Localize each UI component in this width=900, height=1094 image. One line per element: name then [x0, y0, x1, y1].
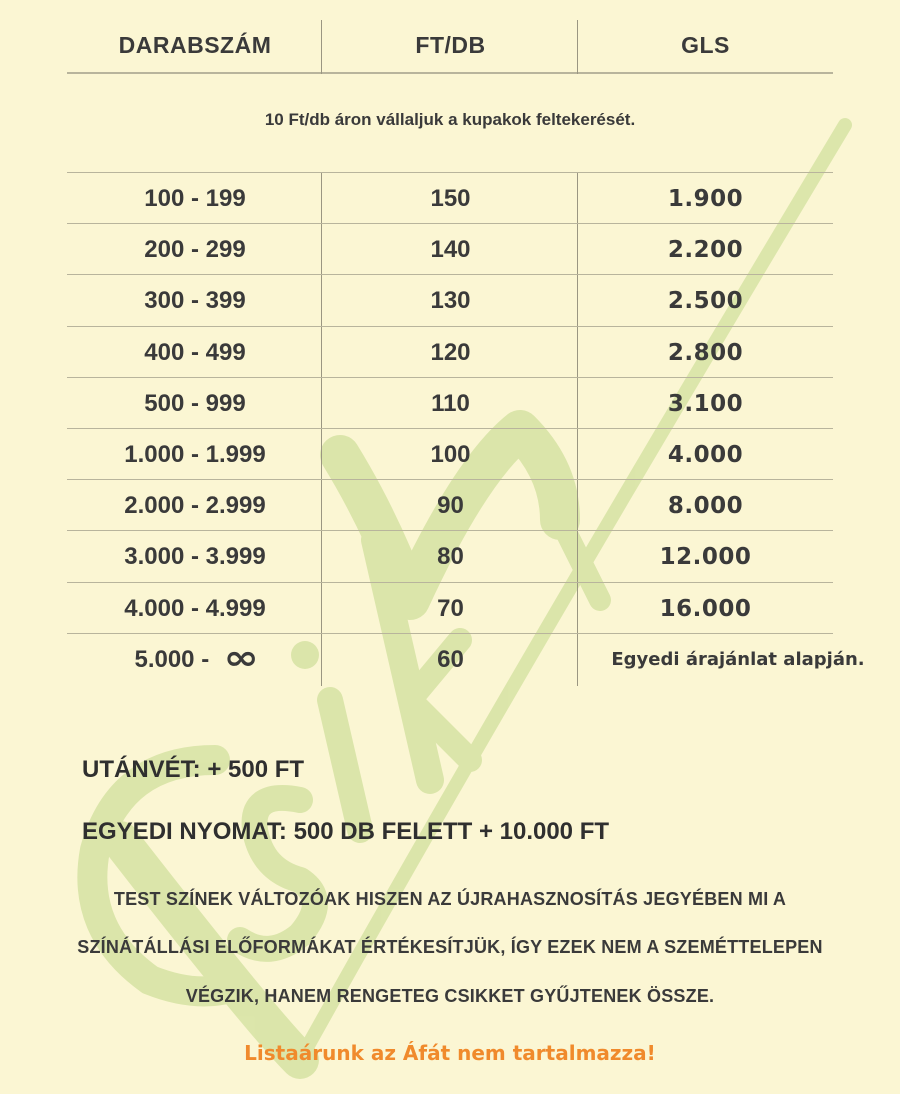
- price-table: [67, 172, 865, 684]
- header-quantity: DARABSZÁM: [118, 32, 272, 58]
- quantity-cell: 400 - 499: [144, 338, 246, 366]
- cod-fee: UTÁNVÉT: + 500 FT: [82, 756, 305, 783]
- custom-print-fee: EGYEDI NYOMAT: 500 DB FELETT + 10.000 FT: [82, 818, 610, 845]
- price-cell: 80: [437, 543, 464, 571]
- price-cell: 120: [430, 338, 471, 366]
- infinity-icon: ∞: [223, 637, 260, 678]
- disclaimer-line: TEST SZÍNEK VÁLTOZÓAK HISZEN AZ ÚJRAHASZNOSÍTÁS JEGYÉBEN MI A: [113, 889, 787, 909]
- disclaimer-line: SZÍNÁTÁLLÁSI ELŐFORMÁKAT ÉRTÉKESÍTJÜK, ÍGY EZEK NEM A SZEMÉTTELEPEN: [77, 937, 823, 957]
- price-cell: 110: [431, 389, 470, 417]
- table-row: [67, 172, 833, 223]
- quantity-label: 5.000 -: [134, 645, 210, 673]
- vat-note: Listaárunk az Áfát nem tartalmazza!: [244, 1041, 656, 1065]
- quantity-cell: 2.000 - 2.999: [124, 492, 266, 520]
- header-divider: [577, 20, 578, 74]
- quantity-cell: [67, 634, 323, 685]
- quantity-cell: 100 - 199: [144, 185, 246, 212]
- gls-cell: 3.100: [667, 390, 744, 417]
- gls-cell: 8.000: [667, 493, 744, 520]
- gls-cell: Egyedi árajánlat alapján.: [611, 648, 865, 670]
- gls-cell: 1.900: [667, 186, 744, 212]
- table-row: [67, 377, 833, 428]
- quantity-cell: 500 - 999: [144, 389, 246, 417]
- price-cell: 70: [437, 594, 464, 622]
- gls-cell: 2.800: [667, 339, 744, 366]
- winding-note: 10 Ft/db áron vállaljuk a kupakok feltekerését.: [264, 110, 636, 129]
- header-gls: GLS: [681, 32, 730, 58]
- quantity-cell: 4.000 - 4.999: [124, 594, 266, 622]
- header-price-per-piece: FT/DB: [415, 32, 486, 58]
- table-row: [67, 274, 833, 325]
- quantity-cell: 200 - 299: [144, 236, 246, 264]
- table-header: [67, 20, 833, 74]
- quantity-cell: 1.000 - 1.999: [124, 440, 266, 468]
- gls-cell: 2.500: [667, 288, 744, 315]
- table-row: [67, 428, 833, 479]
- price-cell: 90: [437, 492, 464, 520]
- price-cell: 100: [430, 440, 471, 468]
- price-cell: 140: [430, 236, 471, 264]
- table-row: [67, 633, 865, 684]
- table-row: [67, 530, 833, 581]
- disclaimer-line: VÉGZIK, HANEM RENGETEG CSIKKET GYŰJTENEK ÖSSZE.: [185, 986, 715, 1006]
- gls-cell: 2.200: [667, 237, 744, 264]
- quantity-cell: 3.000 - 3.999: [124, 543, 266, 571]
- table-row: [67, 582, 833, 633]
- gls-cell: 12.000: [659, 544, 752, 571]
- header-divider: [321, 20, 322, 74]
- table-row: [67, 479, 833, 530]
- table-row: [67, 326, 833, 377]
- gls-cell: 4.000: [667, 441, 744, 468]
- price-cell: 130: [430, 287, 471, 315]
- price-cell: 150: [430, 185, 471, 212]
- price-cell: 60: [437, 645, 464, 673]
- gls-cell: 16.000: [659, 595, 752, 622]
- table-row: [67, 223, 833, 274]
- quantity-cell: 300 - 399: [144, 287, 246, 315]
